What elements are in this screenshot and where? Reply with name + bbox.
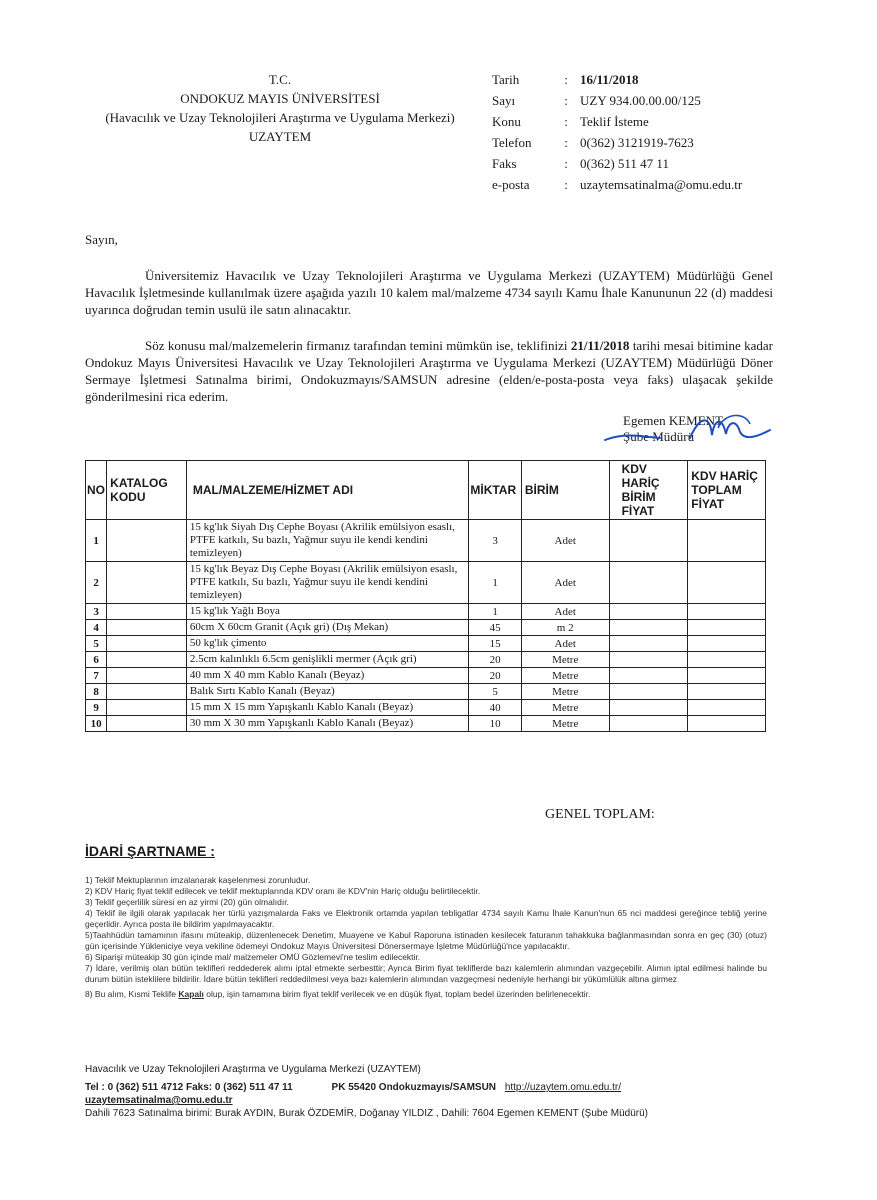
meta-sep: : — [564, 156, 568, 171]
cell-catalog-code — [107, 604, 187, 620]
cell-catalog-code — [107, 652, 187, 668]
cell-unit-price — [609, 520, 688, 562]
cell-catalog-code — [107, 620, 187, 636]
cell-unit: Metre — [521, 668, 609, 684]
col-unit: BİRİM — [521, 461, 609, 520]
cell-item-name: 15 kg'lık Siyah Dış Cephe Boyası (Akrilik emülsiyon esaslı, PTFE katkılı, Su bazlı, Yağmur suyu ile kendi kendini temizleyen) — [186, 520, 468, 562]
cell-no: 9 — [86, 700, 107, 716]
footer-pk: PK 55420 Ondokuzmayıs/SAMSUN — [331, 1082, 497, 1093]
cell-unit-price — [609, 620, 688, 636]
cell-no: 2 — [86, 562, 107, 604]
meta-value-number: UZY 934.00.00.00/125 — [580, 93, 701, 108]
meta-sep: : — [564, 72, 568, 87]
admin-spec-title: İDARİ ŞARTNAME : — [85, 843, 215, 859]
table-row — [86, 684, 766, 700]
col-total-price: KDV HARİÇ TOPLAM FİYAT — [688, 461, 766, 520]
table-row — [86, 700, 766, 716]
cell-unit: Adet — [521, 520, 609, 562]
cell-total-price — [688, 636, 766, 652]
cell-catalog-code — [107, 668, 187, 684]
cell-no: 4 — [86, 620, 107, 636]
cell-no: 8 — [86, 684, 107, 700]
signatory-name: Egemen KEMENT — [623, 413, 724, 428]
cell-unit-price — [609, 652, 688, 668]
cell-item-name: 15 kg'lık Beyaz Dış Cephe Boyası (Akrilik emülsiyon esaslı, PTFE katkılı, Su bazlı, Yağmur suyu ile kendi kendini temizleyen) — [186, 562, 468, 604]
cell-unit-price — [609, 668, 688, 684]
cell-item-name: 40 mm X 40 mm Kablo Kanalı (Beyaz) — [186, 668, 468, 684]
rule8-before: 8) Bu alım, Kısmi Teklife — [85, 989, 179, 999]
cell-no: 10 — [86, 716, 107, 732]
meta-key: Konu — [492, 114, 521, 129]
meta-value-email[interactable]: uzaytemsatinalma@omu.edu.tr — [580, 177, 743, 192]
meta-sep: : — [564, 93, 568, 108]
cell-no: 7 — [86, 668, 107, 684]
cell-item-name: 2.5cm kalınlıklı 6.5cm genişlikli mermer (Açık gri) — [186, 652, 468, 668]
meta-key: e-posta — [492, 177, 530, 192]
cell-total-price — [688, 520, 766, 562]
col-item-name: MAL/MALZEME/HİZMET ADI — [186, 461, 468, 520]
table-row — [86, 562, 766, 604]
cell-no: 1 — [86, 520, 107, 562]
footer-contact-line — [85, 1081, 785, 1094]
rule-item: 4) Teklif ile ilgili olarak yapılacak her türlü yazışmalarda Faks ve Elektronik ortamda yapılan tebligatlar 4734 sayılı Kamu İhale Kanun'nun 65 nci maddesi gereğince tebliğ yerine geçerlidir. Ayrıca posta ile bildirim yapılmayacaktır. — [85, 908, 767, 929]
institution-header — [80, 70, 480, 146]
cell-unit: m 2 — [521, 620, 609, 636]
table-row — [86, 620, 766, 636]
cell-unit: Metre — [521, 716, 609, 732]
cell-quantity: 40 — [469, 700, 521, 716]
table-row — [86, 520, 766, 562]
rule-item: 6) Siparişi müteakip 30 gün içinde mal/ malzemeler OMÜ Gözlemevi'ne teslim edilecektir. — [85, 952, 421, 962]
cell-catalog-code — [107, 700, 187, 716]
meta-row-subject — [492, 112, 742, 133]
footer — [85, 1063, 785, 1120]
meta-value-fax: 0(362) 511 47 11 — [580, 156, 669, 171]
cell-item-name: 60cm X 60cm Granit (Açık gri) (Dış Mekan) — [186, 620, 468, 636]
meta-sep: : — [564, 177, 568, 192]
footer-tel: Tel : 0 (362) 511 4712 Faks: 0 (362) 511 47 11 — [85, 1082, 293, 1093]
header-tc: T.C. — [268, 72, 292, 87]
cell-item-name: Balık Sırtı Kablo Kanalı (Beyaz) — [186, 684, 468, 700]
cell-catalog-code — [107, 716, 187, 732]
admin-spec-rules — [85, 875, 767, 1000]
table-row — [86, 636, 766, 652]
document-meta — [492, 70, 742, 196]
cell-unit: Adet — [521, 636, 609, 652]
cell-quantity: 5 — [469, 684, 521, 700]
cell-quantity: 1 — [469, 562, 521, 604]
cell-total-price — [688, 620, 766, 636]
footer-email-link[interactable]: uzaytemsatinalma@omu.edu.tr — [85, 1095, 233, 1106]
cell-item-name: 50 kg'lık çimento — [186, 636, 468, 652]
cell-unit-price — [609, 684, 688, 700]
cell-total-price — [688, 716, 766, 732]
header-abbrev: UZAYTEM — [248, 129, 312, 144]
footer-center-name: Havacılık ve Uzay Teknolojileri Araştırma ve Uygulama Merkezi (UZAYTEM) — [85, 1064, 421, 1075]
cell-quantity: 45 — [469, 620, 521, 636]
meta-sep: : — [564, 135, 568, 150]
cell-quantity: 20 — [469, 668, 521, 684]
meta-value-subject: Teklif İsteme — [580, 114, 649, 129]
cell-total-price — [688, 604, 766, 620]
signatory-title: Şube Müdürü — [623, 429, 695, 444]
cell-item-name: 15 mm X 15 mm Yapışkanlı Kablo Kanalı (Beyaz) — [186, 700, 468, 716]
table-row — [86, 652, 766, 668]
table-row — [86, 604, 766, 620]
cell-total-price — [688, 700, 766, 716]
rule-item: 2) KDV Hariç fiyat teklif edilecek ve teklif mektuplarında KDV oranı ile KDV'nin Hariç olduğu belirtilecektir. — [85, 886, 481, 896]
col-catalog-code: KATALOG KODU — [107, 461, 187, 520]
cell-unit-price — [609, 604, 688, 620]
meta-row-number — [492, 91, 742, 112]
paragraph-request-after: tarihi mesai bitimine kadar Ondokuz Mayıs Üniversitesi Havacılık ve Uzay Teknolojileri Araştırma ve Uygulama Merkezi (UZAYTEM) Müdürlüğü Döner Sermaye İşletmesi Satınalma birimi, Ondokuzmayıs/SAMSUN adresine (elden/e-posta-posta veya faks) ulaşacak şekilde gönderilmesini rica ederim. — [85, 338, 773, 404]
rule8-after: olup, işin tamamına birim fiyat teklif verilecek ve en düşük fiyat, toplam bedel üzerinden belirlenecektir. — [203, 989, 591, 999]
table-row — [86, 716, 766, 732]
cell-catalog-code — [107, 636, 187, 652]
footer-url-link[interactable]: http://uzaytem.omu.edu.tr/ — [504, 1082, 621, 1093]
cell-item-name: 15 kg'lık Yağlı Boya — [186, 604, 468, 620]
meta-key: Telefon — [492, 135, 532, 150]
cell-quantity: 15 — [469, 636, 521, 652]
rule-item: 3) Teklif geçerlilik süresi en az yirmi (20) gün olmalıdır. — [85, 897, 289, 907]
cell-total-price — [688, 562, 766, 604]
meta-row-date — [492, 70, 742, 91]
cell-unit-price — [609, 636, 688, 652]
cell-unit: Metre — [521, 700, 609, 716]
cell-catalog-code — [107, 684, 187, 700]
cell-item-name: 30 mm X 30 mm Yapışkanlı Kablo Kanalı (Beyaz) — [186, 716, 468, 732]
meta-row-fax — [492, 154, 742, 175]
rule-item: 5)Taahhüdün tamamının ifasını müteakip, düzenlenecek Denetim, Muayene ve Kabul Raporuna istinaden kesilecek faturanın tahakkuka bağlanmasından sonra en geç (30) (otuz) gün içerisinde Yükleniciye veya vekiline ödemeyi Ondokuz Mayıs Üniversitesi Dönersermaye İşletme Müdürlüğü'nce yapılacaktır. — [85, 930, 767, 951]
cell-unit-price — [609, 562, 688, 604]
cell-quantity: 20 — [469, 652, 521, 668]
cell-quantity: 3 — [469, 520, 521, 562]
cell-total-price — [688, 668, 766, 684]
rule8-closed: Kapalı — [178, 989, 204, 999]
cell-catalog-code — [107, 520, 187, 562]
deadline-date: 21/11/2018 — [570, 338, 630, 353]
meta-key: Sayı — [492, 93, 516, 108]
meta-key: Tarih — [492, 72, 520, 87]
col-quantity: MİKTAR — [469, 461, 521, 520]
meta-sep: : — [564, 114, 568, 129]
cell-no: 3 — [86, 604, 107, 620]
rule-item: 1) Teklif Mektuplarının imzalanarak kaşelenmesi zorunludur. — [85, 875, 311, 885]
meta-value-date: 16/11/2018 — [580, 72, 639, 87]
meta-row-email — [492, 175, 742, 196]
cell-total-price — [688, 652, 766, 668]
table-row — [86, 668, 766, 684]
rule-item — [85, 989, 767, 1000]
paragraph-request — [85, 337, 773, 405]
cell-quantity: 10 — [469, 716, 521, 732]
footer-extensions: Dahili 7623 Satınalma birimi: Burak AYDIN, Burak ÖZDEMİR, Doğanay YILDIZ , Dahili: 7604 Egemen KEMENT (Şube Müdürü) — [85, 1108, 649, 1119]
paragraph-intro: Üniversitemiz Havacılık ve Uzay Teknolojileri Araştırma ve Uygulama Merkezi (UZAYTEM) Müdürlüğü Genel Havacılık İşletmesinde kullanılmak üzere aşağıda yazılı 10 kalem mal/malzeme 4734 sayılı Kamu İhale Kanununun 22 (d) maddesi uyarınca doğrudan temin usulü ile satın alınacaktır. — [85, 268, 773, 317]
col-unit-price: KDV HARİÇ BİRİM FİYAT — [609, 461, 688, 520]
paragraph-request-before: Söz konusu mal/malzemelerin firmanız tarafından temini mümkün ise, teklifinizi — [145, 338, 571, 353]
handwritten-signature — [600, 410, 780, 450]
cell-unit-price — [609, 716, 688, 732]
salutation: Sayın, — [85, 232, 118, 247]
cell-total-price — [688, 684, 766, 700]
header-university: ONDOKUZ MAYIS ÜNİVERSİTESİ — [180, 91, 380, 106]
grand-total-label: GENEL TOPLAM: — [545, 807, 655, 822]
cell-no: 5 — [86, 636, 107, 652]
meta-value-phone: 0(362) 3121919-7623 — [580, 135, 694, 150]
meta-key: Faks — [492, 156, 517, 171]
cell-no: 6 — [86, 652, 107, 668]
items-table — [85, 460, 766, 732]
meta-row-phone — [492, 133, 742, 154]
table-header-row — [86, 461, 766, 520]
header-center: (Havacılık ve Uzay Teknolojileri Araştırma ve Uygulama Merkezi) — [105, 110, 455, 125]
rule-item: 7) İdare, verilmiş olan bütün teklifleri reddederek alımı iptal etmekte serbesttir; Ayrıca Birim fiyat tekliflerde bazı kalemlerin alımından vazgeçebilir. Alımın iptal edilmesi halinde bu durum bütün isteklilere bildirilir. İdare bütün teklifleri reddedilmesi veya bazı kalemlerin alımından vazgeçmesi nedeniyle herhangi bir yükümlülük altına girmez — [85, 963, 767, 984]
cell-catalog-code — [107, 562, 187, 604]
cell-unit-price — [609, 700, 688, 716]
cell-unit: Adet — [521, 562, 609, 604]
cell-unit: Adet — [521, 604, 609, 620]
cell-quantity: 1 — [469, 604, 521, 620]
cell-unit: Metre — [521, 652, 609, 668]
col-no: NO — [86, 461, 107, 520]
cell-unit: Metre — [521, 684, 609, 700]
